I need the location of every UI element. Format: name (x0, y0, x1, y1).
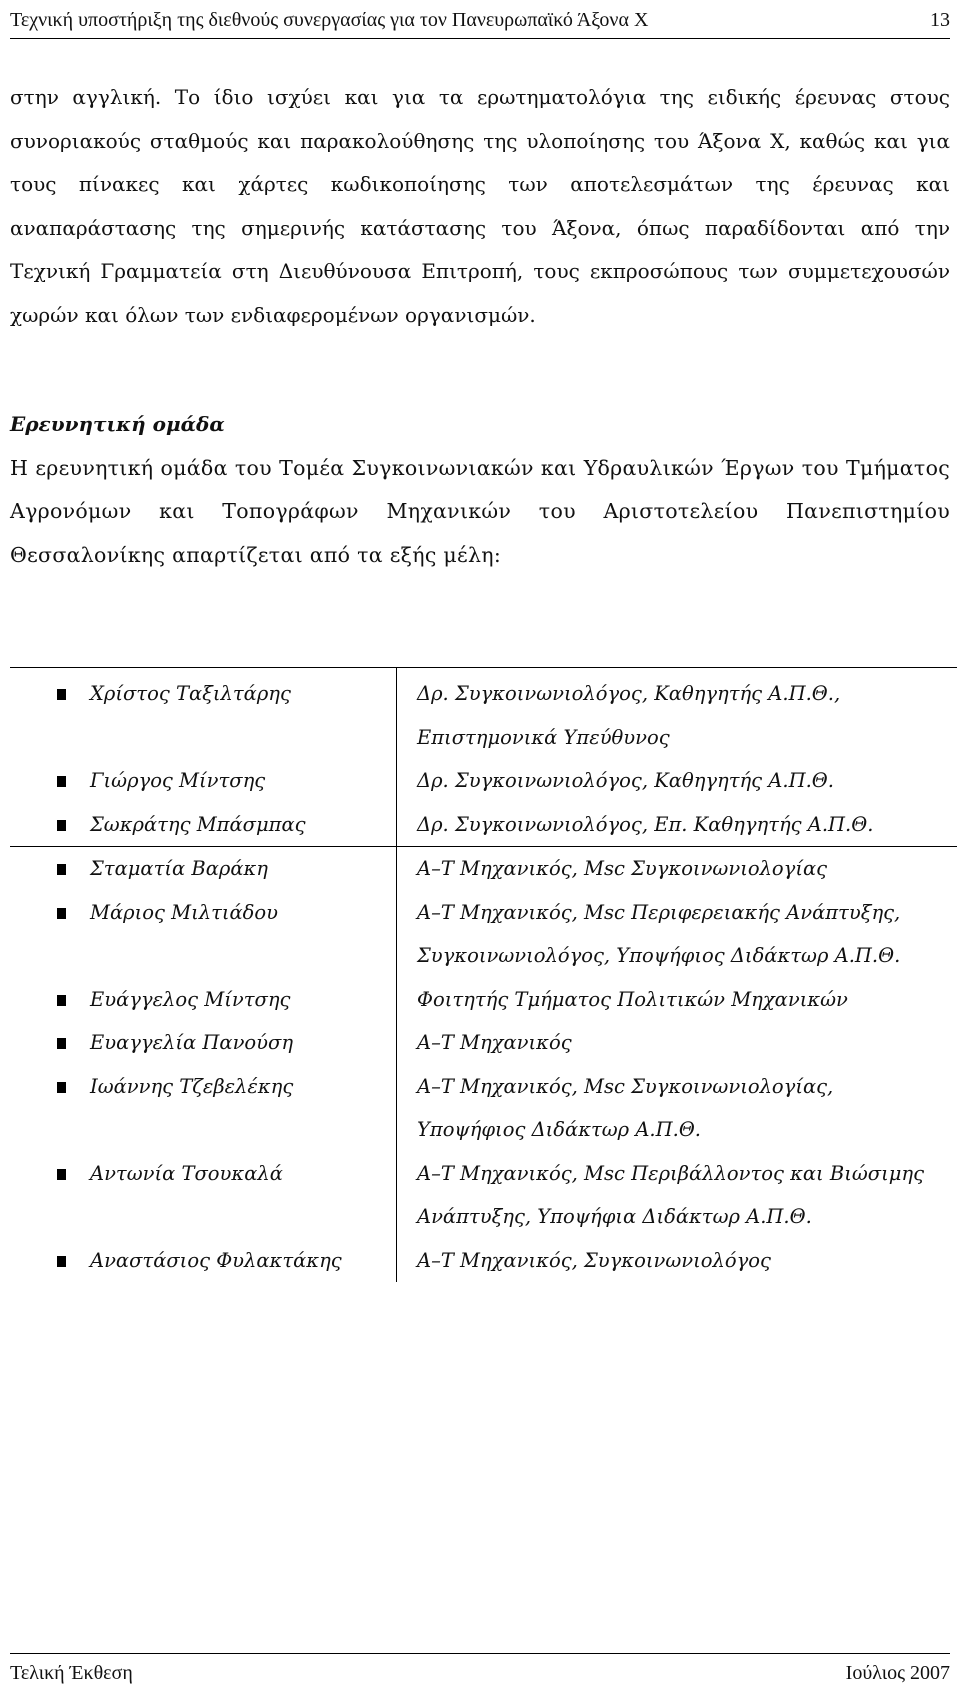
member-role-line: Δρ. Συγκοινωνιολόγος, Καθηγητής Α.Π.Θ. (417, 769, 834, 792)
square-bullet-icon (57, 864, 66, 875)
member-role (397, 1021, 958, 1065)
square-bullet-icon (57, 1038, 66, 1049)
team-row (10, 891, 957, 978)
footer-date: Ιούλιος 2007 (845, 1661, 950, 1684)
member-role-line: Επιστημονικά Υπεύθυνος (417, 725, 670, 749)
team-row (10, 1239, 957, 1283)
team-row (10, 1021, 957, 1065)
member-role-line: Α–Τ Μηχανικός, Msc Περιβάλλοντος και Βιώσιμης (417, 1161, 924, 1185)
member-role-line: Α–Τ Μηχανικός, Συγκοινωνιολόγος (417, 1248, 771, 1272)
member-role-line: Δρ. Συγκοινωνιολόγος, Επ. Καθηγητής Α.Π.Θ. (417, 812, 874, 836)
member-role (397, 803, 958, 847)
page-number: 13 (930, 8, 950, 31)
square-bullet-icon (57, 1169, 66, 1180)
member-name: Γιώργος Μίντσης (90, 759, 397, 803)
member-name: Μάριος Μιλτιάδου (90, 891, 397, 978)
member-role-line: Υποψήφιος Διδάκτωρ Α.Π.Θ. (417, 1118, 702, 1141)
member-name: Χρίστος Ταξιλτάρης (90, 668, 397, 759)
square-bullet-icon (57, 995, 66, 1006)
team-table (10, 668, 957, 1282)
intro-paragraph: στην αγγλική. Το ίδιο ισχύει και για τα ερωτηματολόγια της ειδικής έρευνας στους συνοριακούς σταθμούς και παρακολούθησης της υλοποίησης του Άξονα Χ, καθώς και για τους πίνακες και χάρτες κωδικοποίησης των αποτελεσμάτων της έρευνας και αναπαράστασης της σημερινής κατάστασης του Άξονα, όπως παραδίδονται από την Τεχνική Γραμματεία στη Διευθύνουσα Επιτροπή, τους εκπροσώπους των συμμετεχουσών χωρών και όλων των ενδιαφερομένων οργανισμών. (10, 85, 950, 327)
team-row (10, 978, 957, 1022)
footer-report-label: Τελική Έκθεση (10, 1661, 133, 1684)
header-title: Τεχνική υποστήριξη της διεθνούς συνεργασίας για τον Πανευρωπαϊκό Άξονα Χ (10, 8, 649, 31)
square-bullet-icon (57, 908, 66, 919)
square-bullet-icon (57, 1082, 66, 1093)
team-row (10, 1152, 957, 1239)
section-heading: Ερευνητική ομάδα (10, 412, 225, 436)
member-role (397, 1065, 958, 1152)
team-row (10, 759, 957, 803)
member-role (397, 978, 958, 1022)
member-name: Σταματία Βαράκη (90, 847, 397, 891)
member-role (397, 759, 958, 803)
member-name: Ευαγγελία Πανούση (90, 1021, 397, 1065)
square-bullet-icon (57, 820, 66, 831)
team-row (10, 847, 957, 891)
page-header (10, 2, 950, 39)
member-role (397, 1239, 958, 1283)
square-bullet-icon (57, 1256, 66, 1267)
team-paragraph: Η ερευνητική ομάδα του Τομέα Συγκοινωνιακών και Υδραυλικών Έργων του Τμήματος Αγρονόμων και Τοπογράφων Μηχανικών του Αριστοτελείου Πανεπιστημίου Θεσσαλονίκης απαρτίζεται από τα εξής μέλη: (10, 455, 950, 567)
team-row (10, 803, 957, 847)
member-name: Αναστάσιος Φυλακτάκης (90, 1239, 397, 1283)
member-role (397, 891, 958, 978)
member-role-line: Ανάπτυξης, Υποψήφια Διδάκτωρ Α.Π.Θ. (417, 1205, 812, 1228)
member-name: Ιωάννης Τζεβελέκης (90, 1065, 397, 1152)
square-bullet-icon (57, 689, 66, 700)
member-role (397, 1152, 958, 1239)
member-name: Αντωνία Τσουκαλά (90, 1152, 397, 1239)
square-bullet-icon (57, 776, 66, 787)
team-row (10, 668, 957, 759)
member-role-line: Φοιτητής Τμήματος Πολιτικών Μηχανικών (417, 987, 848, 1011)
member-name: Σωκράτης Μπάσμπας (90, 803, 397, 847)
member-role (397, 668, 958, 759)
member-name: Ευάγγελος Μίντσης (90, 978, 397, 1022)
member-role-line: Δρ. Συγκοινωνιολόγος, Καθηγητής Α.Π.Θ., (417, 682, 841, 705)
member-role-line: Α–Τ Μηχανικός, Msc Συγκοινωνιολογίας, (417, 1074, 834, 1098)
member-role-line: Α–Τ Μηχανικός, Msc Περιφερειακής Ανάπτυξης, (417, 900, 901, 924)
page-footer (10, 1653, 950, 1692)
member-role-line: Α–Τ Μηχανικός, Msc Συγκοινωνιολογίας (417, 857, 828, 880)
team-row (10, 1065, 957, 1152)
member-role-line: Συγκοινωνιολόγος, Υποψήφιος Διδάκτωρ Α.Π.Θ. (417, 944, 901, 967)
member-role-line: Α–Τ Μηχανικός (417, 1031, 572, 1054)
main-content (10, 76, 950, 577)
member-role (397, 847, 958, 891)
